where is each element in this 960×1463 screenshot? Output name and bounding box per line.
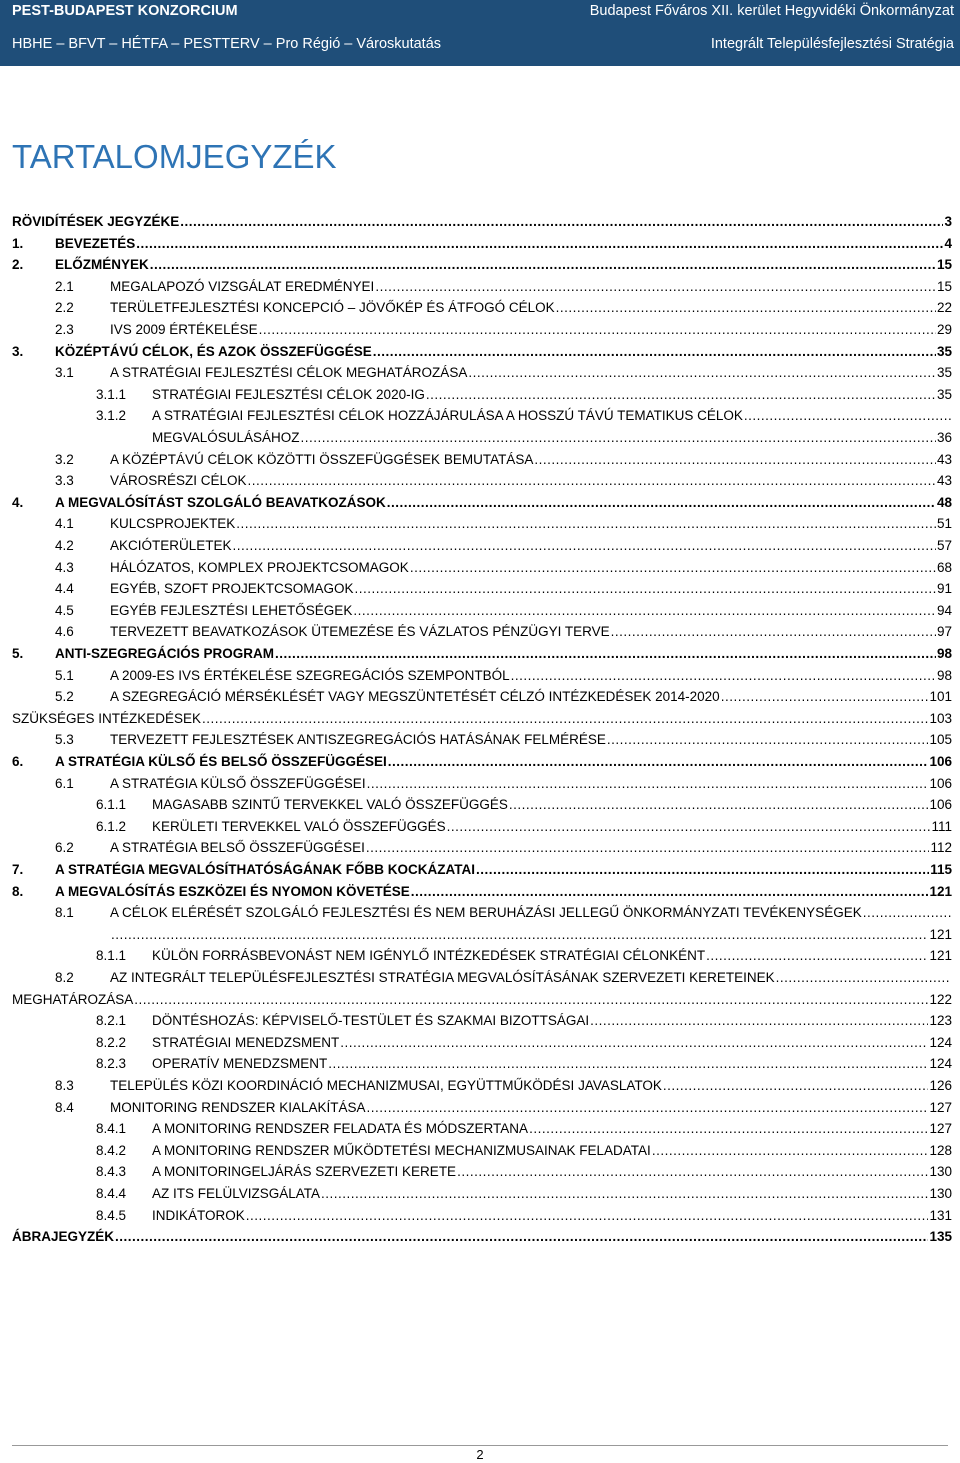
toc-entry-title: A MONITORING RENDSZER MŰKÖDTETÉSI MECHANIZMUSAINAK FELADATAI	[152, 1142, 651, 1158]
toc-entry-page: 98	[936, 667, 952, 683]
toc-entry-number: 8.2.2	[96, 1034, 127, 1050]
toc-entry-page: 35	[936, 343, 952, 359]
toc-leader-dots	[529, 1118, 928, 1139]
toc-entry[interactable]	[0, 794, 960, 815]
toc-entry[interactable]	[0, 1097, 960, 1118]
toc-entry-title: TERÜLETFEJLESZTÉSI KONCEPCIÓ – JÖVŐKÉP ÉS ÁTFOGÓ CÉLOK	[110, 300, 555, 316]
toc-leader-dots	[652, 1140, 929, 1161]
toc-entry-page: 91	[936, 581, 952, 597]
toc-entry[interactable]	[0, 1161, 960, 1182]
toc-entry-number: 3.2	[55, 451, 74, 467]
toc-entry[interactable]	[0, 578, 960, 599]
toc-entry[interactable]	[0, 967, 960, 988]
toc-entry-number: 8.4	[55, 1099, 74, 1115]
toc-entry[interactable]	[0, 297, 960, 318]
toc-entry-page: 57	[936, 538, 952, 553]
toc-entry-title: ELŐZMÉNYEK	[55, 257, 149, 273]
toc-entry-title: MAGASABB SZINTŰ TERVEKKEL VALÓ ÖSSZEFÜGGÉS	[152, 797, 508, 813]
toc-entry-number: 2.1	[55, 278, 74, 294]
toc-entry-title: DÖNTÉSHOZÁS: KÉPVISELŐ-TESTÜLET ÉS SZAKMAI BIZOTTSÁGAI	[152, 1013, 590, 1029]
toc-entry[interactable]	[0, 773, 960, 794]
toc-leader-dots	[863, 902, 951, 923]
toc-entry-number: 6.1	[55, 775, 74, 791]
toc-entry-page: 130	[929, 1186, 952, 1201]
toc-entry-number: 3.1	[55, 365, 74, 381]
toc-entry-title: A MEGVALÓSÍTÁST SZOLGÁLÓ BEAVATKOZÁSOK	[55, 494, 386, 510]
toc-leader-dots	[509, 794, 929, 815]
toc-entry-title: KERÜLETI TERVEKKEL VALÓ ÖSSZEFÜGGÉS	[152, 818, 446, 834]
toc-entry-page: 121	[929, 948, 952, 964]
toc-entry[interactable]	[0, 1032, 960, 1053]
toc-leader-dots	[353, 600, 936, 621]
toc-leader-dots	[776, 967, 951, 988]
toc-entry-title: ÁBRAJEGYZÉK	[12, 1229, 115, 1245]
toc-entry[interactable]	[0, 665, 960, 686]
toc-entry-number: 8.4.1	[96, 1121, 127, 1137]
toc-entry[interactable]	[0, 881, 960, 902]
toc-entry[interactable]	[0, 319, 960, 340]
toc-entry[interactable]	[0, 276, 960, 297]
toc-entry-title: A STRATÉGIAI FEJLESZTÉSI CÉLOK MEGHATÁROZÁSA	[110, 365, 468, 381]
toc-entry-page: 111	[931, 818, 952, 834]
toc-entry-number: 6.1.2	[96, 818, 127, 834]
toc-entry-title: KULCSPROJEKTEK	[110, 516, 236, 532]
toc-entry-page: 121	[929, 883, 952, 899]
toc-leader-dots	[426, 384, 936, 405]
toc-leader-dots	[275, 643, 936, 664]
toc-entry[interactable]	[0, 405, 960, 426]
toc-entry-number: 8.2.1	[96, 1013, 127, 1029]
toc-entry-number: 2.	[12, 257, 24, 273]
toc-leader-dots	[340, 1032, 928, 1053]
toc-leader-dots	[246, 1205, 929, 1226]
toc-entry-title: KÜLÖN FORRÁSBEVONÁST NEM IGÉNYLŐ INTÉZKEDÉSEK STRATÉGIAI CÉLONKÉNT	[152, 948, 706, 964]
toc-leader-dots	[233, 535, 936, 556]
toc-leader-dots	[410, 557, 936, 578]
toc-entry-title: OPERATÍV MENEDZSMENT	[152, 1056, 328, 1072]
toc-leader-dots	[134, 989, 928, 1010]
toc-entry-number: 4.2	[55, 538, 74, 553]
toc-entry-page: 36	[936, 430, 952, 445]
toc-entry-number: 3.1.2	[96, 408, 127, 424]
toc-entry-page: 103	[929, 710, 952, 726]
toc-leader-dots	[366, 837, 930, 858]
toc-entry-number: 8.2.3	[96, 1056, 127, 1072]
toc-entry-number: 6.	[12, 754, 24, 769]
toc-entry-title: A STRATÉGIA KÜLSŐ ÉS BELSŐ ÖSSZEFÜGGÉSEI	[55, 754, 387, 769]
toc-entry-number: 2.3	[55, 322, 74, 337]
toc-leader-dots	[236, 513, 936, 534]
toc-entry-title: A MEGVALÓSÍTÁS ESZKÖZEI ÉS NYOMON KÖVETÉSE	[55, 883, 410, 899]
toc-entry-title: MONITORING RENDSZER KIALAKÍTÁSA	[110, 1099, 366, 1115]
toc-entry-title: ANTI-SZEGREGÁCIÓS PROGRAM	[55, 646, 275, 661]
toc-entry-page: 121	[929, 926, 952, 942]
toc-entry-page: 123	[929, 1013, 952, 1029]
toc-leader-dots	[721, 686, 929, 707]
toc-entry-page: 122	[929, 991, 952, 1007]
toc-entry-number: 8.4.4	[96, 1186, 127, 1201]
toc-leader-dots	[202, 708, 928, 729]
toc-entry-page: 105	[929, 732, 952, 748]
toc-entry-title: A SZEGREGÁCIÓ MÉRSÉKLÉSÉT VAGY MEGSZÜNTETÉSÉT CÉLZÓ INTÉZKEDÉSEK 2014-2020	[110, 689, 720, 705]
toc-leader-dots	[259, 319, 936, 340]
toc-leader-dots	[556, 297, 936, 318]
toc-leader-dots	[706, 945, 928, 966]
toc-entry-page: 43	[936, 473, 952, 489]
toc-entry-title: EGYÉB FEJLESZTÉSI LEHETŐSÉGEK	[110, 602, 353, 618]
toc-leader-dots	[611, 621, 936, 642]
toc-entry[interactable]	[0, 1140, 960, 1161]
toc-entry[interactable]	[0, 513, 960, 534]
toc-leader-dots	[590, 1010, 928, 1031]
toc-entry[interactable]	[0, 341, 960, 362]
toc-entry-number: 2.2	[55, 300, 74, 316]
toc-entry-title: A KÖZÉPTÁVÚ CÉLOK KÖZÖTTI ÖSSZEFÜGGÉSEK BEMUTATÁSA	[110, 451, 534, 467]
toc-entry-page: 94	[936, 602, 952, 618]
toc-entry-title: A STRATÉGIA BELSŐ ÖSSZEFÜGGÉSEI	[110, 840, 365, 856]
toc-entry-title: STRATÉGIAI MENEDZSMENT	[152, 1034, 340, 1050]
toc-entry-page: 51	[936, 516, 952, 532]
toc-entry[interactable]	[0, 945, 960, 966]
toc-entry[interactable]	[0, 816, 960, 837]
toc-entry[interactable]	[0, 384, 960, 405]
toc-leader-dots	[511, 665, 936, 686]
toc-entry-title: AZ INTEGRÁLT TELEPÜLÉSFEJLESZTÉSI STRATÉGIA MEGVALÓSÍTÁSÁNAK SZERVEZETI KERETEINEK	[110, 970, 775, 985]
toc-entry-title: MEGALAPOZÓ VIZSGÁLAT EREDMÉNYEI	[110, 278, 375, 294]
toc-leader-dots	[388, 751, 929, 772]
toc-entry-number: 3.1.1	[96, 386, 127, 402]
toc-entry-page: 43	[936, 451, 952, 467]
toc-entry-page: 127	[929, 1121, 952, 1137]
toc-entry-title: A STRATÉGIA MEGVALÓSÍTHATÓSÁGÁNAK FŐBB KOCKÁZATAI	[55, 862, 475, 877]
toc-entry[interactable]	[0, 1118, 960, 1139]
toc-entry-number: 5.3	[55, 732, 74, 748]
toc-entry[interactable]	[0, 492, 960, 513]
toc-entry-page: 106	[929, 797, 952, 813]
toc-entry[interactable]	[0, 427, 960, 448]
toc-entry-title: A STRATÉGIAI FEJLESZTÉSI CÉLOK HOZZÁJÁRULÁSA A HOSSZÚ TÁVÚ TEMATIKUS CÉLOK	[152, 408, 743, 424]
toc-entry[interactable]	[0, 362, 960, 383]
toc-entry-title: AZ ITS FELÜLVIZSGÁLATA	[152, 1186, 321, 1201]
toc-entry-page: 128	[929, 1142, 952, 1158]
toc-entry-number: 8.2	[55, 970, 74, 985]
toc-leader-dots	[248, 470, 936, 491]
toc-leader-dots	[367, 1097, 929, 1118]
header-partners: HBHE – BFVT – HÉTFA – PESTTERV – Pro Régió – Városkutatás	[12, 36, 442, 52]
toc-entry-title: IVS 2009 ÉRTÉKELÉSE	[110, 322, 258, 337]
toc-entry-title: TERVEZETT BEAVATKOZÁSOK ÜTEMEZÉSE ÉS VÁZLATOS PÉNZÜGYI TERVE	[110, 624, 610, 640]
toc-entry-page: 106	[929, 754, 952, 769]
toc-entry-number: 6.1.1	[96, 797, 127, 813]
toc-leader-dots	[411, 881, 929, 902]
toc-entry-page: 15	[936, 278, 952, 294]
header-municipality: Budapest Főváros XII. kerület Hegyvidéki Önkormányzat	[589, 3, 954, 19]
toc-entry-page: 98	[936, 646, 952, 661]
toc-entry-number: 3.	[12, 343, 24, 359]
toc-leader-dots	[663, 1075, 929, 1096]
toc-entry-page: 35	[936, 386, 952, 402]
toc-entry[interactable]	[0, 1183, 960, 1204]
toc-entry-title: MEGHATÁROZÁSA	[12, 991, 134, 1007]
toc-entry-title: VÁROSRÉSZI CÉLOK	[110, 473, 247, 489]
toc-leader-dots	[457, 1161, 928, 1182]
toc-entry-number: 4.5	[55, 602, 74, 618]
toc-entry-number: 8.4.3	[96, 1164, 127, 1180]
toc-leader-dots	[328, 1053, 928, 1074]
toc-entry-page: 124	[929, 1056, 952, 1072]
toc-leader-dots	[136, 233, 943, 254]
toc-entry[interactable]	[0, 1010, 960, 1031]
toc-entry[interactable]	[0, 211, 960, 232]
toc-entry-page: 115	[930, 862, 952, 877]
toc-entry-title: A MONITORING RENDSZER FELADATA ÉS MÓDSZERTANA	[152, 1121, 529, 1137]
toc-entry[interactable]	[0, 643, 960, 664]
toc-entry-number: 5.	[12, 646, 24, 661]
toc-entry-page: 106	[929, 775, 952, 791]
toc-entry-page: 22	[936, 300, 952, 316]
toc-entry-page: 48	[936, 494, 952, 510]
toc-entry-number: 3.3	[55, 473, 74, 489]
toc-leader-dots	[373, 341, 936, 362]
toc-leader-dots	[744, 405, 951, 426]
toc-entry-number: 8.1	[55, 905, 74, 921]
toc-leader-dots	[111, 924, 928, 945]
toc-entry-number: 8.1.1	[96, 948, 127, 964]
toc-entry[interactable]	[0, 557, 960, 578]
toc-entry-title: A STRATÉGIA KÜLSŐ ÖSSZEFÜGGÉSEI	[110, 775, 366, 791]
toc-entry-page: 4	[944, 235, 952, 251]
footer-divider	[12, 1445, 948, 1446]
toc-leader-dots	[180, 211, 943, 232]
toc-entry[interactable]	[0, 924, 960, 945]
toc-leader-dots	[534, 449, 936, 470]
toc-entry-title: A MONITORINGELJÁRÁS SZERVEZETI KERETE	[152, 1164, 457, 1180]
page-title: TARTALOMJEGYZÉK	[12, 138, 337, 175]
toc-entry-title: MEGVALÓSULÁSÁHOZ	[152, 430, 300, 445]
toc-entry-number: 5.1	[55, 667, 74, 683]
toc-entry-page: 126	[929, 1078, 952, 1093]
toc-entry[interactable]	[0, 686, 960, 707]
toc-entry-page: 135	[929, 1229, 952, 1245]
page-number: 2	[476, 1447, 484, 1462]
toc-entry-number: 5.2	[55, 689, 74, 705]
toc-entry-page: 131	[929, 1207, 952, 1223]
toc-entry-title: STRATÉGIAI FEJLESZTÉSI CÉLOK 2020-IG	[152, 386, 425, 402]
page-header	[0, 0, 960, 66]
toc-entry-title: HÁLÓZATOS, KOMPLEX PROJEKTCSOMAGOK	[110, 559, 409, 575]
toc-entry-title: INDIKÁTOROK	[152, 1207, 245, 1223]
toc-entry-number: 4.1	[55, 516, 74, 532]
toc-entry[interactable]	[0, 1053, 960, 1074]
toc-entry[interactable]	[0, 535, 960, 556]
toc-entry-title: TELEPÜLÉS KÖZI KOORDINÁCIÓ MECHANIZMUSAI, EGYÜTTMŰKÖDÉSI JAVASLATOK	[110, 1078, 662, 1093]
toc-entry[interactable]	[0, 1226, 960, 1247]
toc-entry-title: SZÜKSÉGES INTÉZKEDÉSEK	[12, 710, 202, 726]
toc-entry-number: 1.	[12, 235, 24, 251]
toc-entry-number: 4.4	[55, 581, 74, 597]
toc-leader-dots	[115, 1226, 928, 1247]
toc-entry[interactable]	[0, 1075, 960, 1096]
toc-entry[interactable]	[0, 621, 960, 642]
toc-entry-number: 7.	[12, 862, 24, 877]
toc-entry-title: A 2009-ES IVS ÉRTÉKELÉSE SZEGREGÁCIÓS SZEMPONTBÓL	[110, 667, 510, 683]
toc-entry-title: A CÉLOK ELÉRÉSÉT SZOLGÁLÓ FEJLESZTÉSI ÉS NEM BERUHÁZÁSI JELLEGŰ ÖNKORMÁNYZATI TEVÉKENYSÉGEK	[110, 905, 862, 921]
toc-entry-number: 4.6	[55, 624, 74, 640]
toc-entry[interactable]	[0, 1205, 960, 1226]
toc-leader-dots	[355, 578, 936, 599]
toc-entry-page: 15	[936, 257, 952, 273]
toc-entry-page: 112	[930, 840, 952, 856]
toc-entry-title: BEVEZETÉS	[55, 235, 136, 251]
toc-entry-number: 8.	[12, 883, 24, 899]
toc-entry-page: 101	[929, 689, 952, 705]
toc-entry[interactable]	[0, 233, 960, 254]
toc-entry-number: 8.3	[55, 1078, 74, 1093]
toc-entry[interactable]	[0, 449, 960, 470]
toc-entry-number: 4.	[12, 494, 24, 510]
toc-entry-page: 97	[936, 624, 952, 640]
toc-entry-title: TERVEZETT FEJLESZTÉSEK ANTISZEGREGÁCIÓS HATÁSÁNAK FELMÉRÉSE	[110, 732, 606, 748]
toc-leader-dots	[375, 276, 936, 297]
toc-entry-page: 127	[929, 1099, 952, 1115]
toc-entry-number: 8.4.2	[96, 1142, 127, 1158]
toc-entry[interactable]	[0, 254, 960, 275]
toc-entry-title: KÖZÉPTÁVÚ CÉLOK, ÉS AZOK ÖSSZEFÜGGÉSE	[55, 343, 372, 359]
toc-entry[interactable]	[0, 729, 960, 750]
toc-entry-page: 130	[929, 1164, 952, 1180]
toc-leader-dots	[367, 773, 929, 794]
toc-entry[interactable]	[0, 470, 960, 491]
toc-entry[interactable]	[0, 708, 960, 729]
toc-leader-dots	[321, 1183, 928, 1204]
toc-entry-number: 8.4.5	[96, 1207, 127, 1223]
toc-entry[interactable]	[0, 837, 960, 858]
toc-entry[interactable]	[0, 600, 960, 621]
toc-entry-page: 35	[936, 365, 952, 381]
header-consortium: PEST-BUDAPEST KONZORCIUM	[12, 3, 238, 19]
header-document-title: Integrált Településfejlesztési Stratégia	[710, 36, 954, 52]
toc-entry-title: RÖVIDÍTÉSEK JEGYZÉKE	[12, 214, 180, 229]
toc-entry[interactable]	[0, 989, 960, 1010]
toc-leader-dots	[301, 427, 936, 448]
toc-entry-page: 3	[944, 214, 952, 229]
toc-leader-dots	[150, 254, 936, 275]
toc-entry[interactable]	[0, 751, 960, 772]
toc-entry-page: 68	[936, 559, 952, 575]
toc-entry-number: 4.3	[55, 559, 74, 575]
toc-entry-title: AKCIÓTERÜLETEK	[110, 538, 232, 553]
toc-entry[interactable]	[0, 859, 960, 880]
toc-entry-page: 124	[929, 1034, 952, 1050]
toc-leader-dots	[468, 362, 936, 383]
toc-leader-dots	[387, 492, 936, 513]
toc-entry-number: 6.2	[55, 840, 74, 856]
toc-entry-title: EGYÉB, SZOFT PROJEKTCSOMAGOK	[110, 581, 354, 597]
toc-leader-dots	[607, 729, 929, 750]
toc-entry[interactable]	[0, 902, 960, 923]
toc-leader-dots	[447, 816, 931, 837]
toc-leader-dots	[476, 859, 929, 880]
toc-entry-page: 29	[936, 322, 952, 337]
